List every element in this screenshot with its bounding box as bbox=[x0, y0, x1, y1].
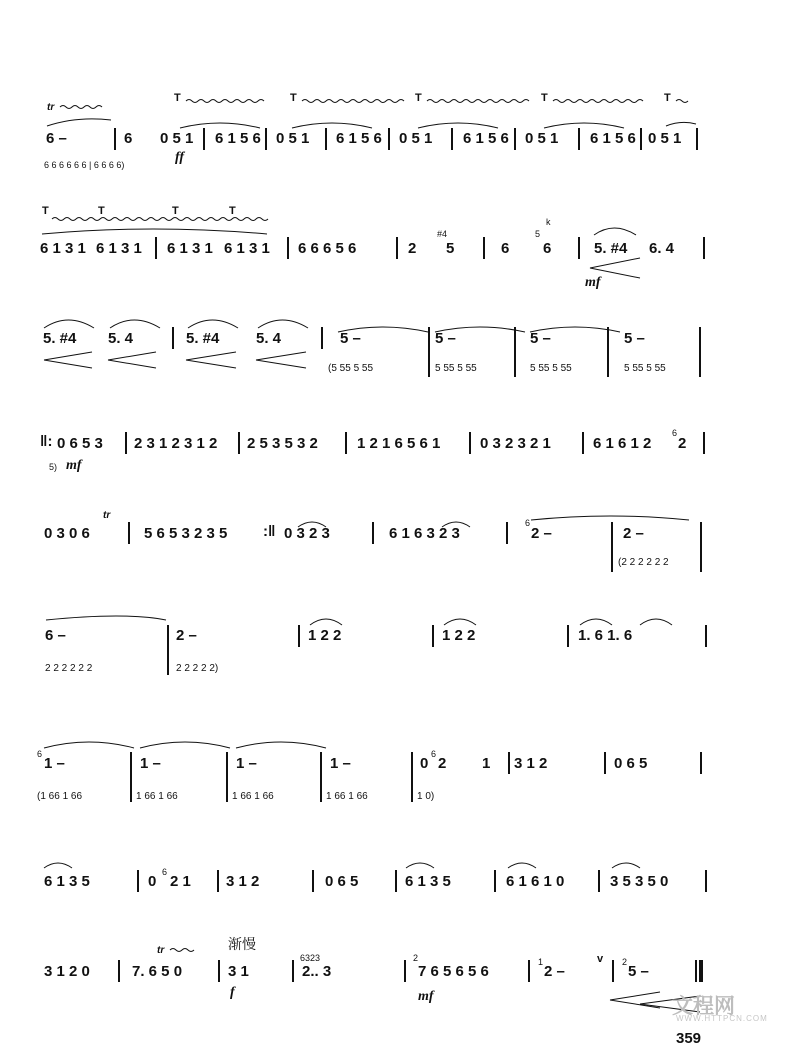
note-group: 0 5 1 bbox=[648, 130, 682, 147]
note-group: 6 1 3 5 bbox=[44, 873, 90, 890]
grace-note: 6 bbox=[431, 749, 437, 759]
barline bbox=[130, 752, 132, 802]
note-group: 5 – bbox=[340, 330, 361, 347]
slur bbox=[406, 863, 434, 868]
accompaniment: 2 2 2 2 2) bbox=[176, 663, 219, 674]
grace-note: 6 bbox=[162, 867, 168, 877]
barline bbox=[705, 625, 707, 647]
watermark-logo: 文程网 bbox=[672, 995, 735, 1018]
barline bbox=[451, 128, 453, 150]
note-group: 6 1 5 6 bbox=[336, 130, 382, 147]
note-group: 3 1 2 bbox=[226, 873, 260, 890]
accompaniment: (5 55 5 55 bbox=[328, 363, 374, 374]
note-group: 5 – bbox=[628, 963, 649, 980]
crescendo-hairpin bbox=[44, 352, 92, 368]
barline bbox=[705, 870, 707, 892]
accompaniment: 1 0) bbox=[417, 791, 435, 802]
note-group: 1. 6 1. 6 bbox=[578, 627, 633, 644]
barline bbox=[265, 128, 267, 150]
barline bbox=[395, 870, 397, 892]
barline bbox=[598, 870, 600, 892]
barline bbox=[155, 237, 157, 259]
barline bbox=[578, 128, 580, 150]
barline bbox=[514, 128, 516, 150]
slur bbox=[42, 229, 267, 234]
barline bbox=[611, 522, 613, 572]
note-group: 1 – bbox=[330, 755, 351, 772]
barline bbox=[388, 128, 390, 150]
grace-note: k bbox=[546, 217, 551, 227]
note-group: 5 – bbox=[530, 330, 551, 347]
barline bbox=[298, 625, 300, 647]
note-group: 1 – bbox=[140, 755, 161, 772]
ornament-turn: T bbox=[42, 205, 49, 217]
barline bbox=[114, 128, 116, 150]
ornament-trill: tr bbox=[47, 102, 55, 113]
note-group: 1 – bbox=[236, 755, 257, 772]
barline bbox=[396, 237, 398, 259]
slur bbox=[188, 320, 238, 328]
note-group: 2 1 bbox=[170, 873, 191, 890]
accompaniment: (2 2 2 2 2 2 bbox=[618, 557, 669, 568]
barline bbox=[582, 432, 584, 454]
barline bbox=[172, 327, 174, 349]
accompaniment: 5 55 5 55 bbox=[624, 363, 666, 374]
grace-note: 5 bbox=[535, 229, 541, 239]
accompaniment: 1 66 1 66 bbox=[232, 791, 274, 802]
note-group: 2 5 3 5 3 2 bbox=[247, 435, 318, 452]
diminuendo-hairpin bbox=[610, 992, 660, 1008]
barline bbox=[218, 960, 220, 982]
note-group: 2 – bbox=[531, 525, 552, 542]
repeat-start: ‖: bbox=[40, 433, 53, 450]
note-group: 0 5 1 bbox=[276, 130, 310, 147]
ornament-turn: T bbox=[229, 205, 236, 217]
note-group: 0 5 1 bbox=[160, 130, 194, 147]
ornament-trill: tr bbox=[103, 510, 111, 521]
note-group: 6 1 6 1 2 bbox=[593, 435, 652, 452]
barline bbox=[128, 522, 130, 544]
barline bbox=[345, 432, 347, 454]
note-group: 0 bbox=[148, 873, 157, 890]
dynamic-marking: mf bbox=[585, 275, 601, 290]
barline bbox=[325, 128, 327, 150]
slur bbox=[110, 320, 160, 328]
note-group: 0 6 5 bbox=[325, 873, 359, 890]
grace-note: 2 bbox=[622, 957, 628, 967]
dynamic-marking: mf bbox=[418, 989, 434, 1004]
dynamic-marking: mf bbox=[66, 458, 82, 473]
note-group: 5. 4 bbox=[108, 330, 134, 347]
dynamic-marking: ff bbox=[175, 150, 185, 165]
note-group: 2 – bbox=[176, 627, 197, 644]
note-group: 0 5 1 bbox=[399, 130, 433, 147]
barline bbox=[607, 327, 609, 377]
barline bbox=[238, 432, 240, 454]
page-number: 359 bbox=[676, 1030, 702, 1047]
ornament-trill: tr bbox=[157, 945, 165, 956]
slur bbox=[310, 619, 342, 625]
note-group: 3 1 2 bbox=[514, 755, 548, 772]
barline bbox=[578, 237, 580, 259]
barline bbox=[696, 128, 698, 150]
ornament-turn: T bbox=[541, 92, 548, 104]
grace-note: 2 bbox=[413, 953, 419, 963]
note-group: 6 1 3 1 bbox=[167, 240, 213, 257]
tempo-marking: 渐慢 bbox=[228, 937, 256, 953]
note-group: 6 1 3 5 bbox=[405, 873, 451, 890]
note-group: 0 3 2 3 2 1 bbox=[480, 435, 551, 452]
accompaniment: 2 2 2 2 2 2 bbox=[45, 663, 93, 674]
note-group: 1 2 2 bbox=[308, 627, 342, 644]
barline bbox=[404, 960, 406, 982]
slur bbox=[640, 619, 672, 625]
note-group: 6 1 3 1 bbox=[224, 240, 270, 257]
trill-line bbox=[186, 100, 264, 103]
note-group: 5 – bbox=[624, 330, 645, 347]
slur bbox=[418, 123, 498, 128]
note-group: 6 bbox=[501, 240, 510, 257]
barline bbox=[703, 237, 705, 259]
note-group: 5. #4 bbox=[186, 330, 220, 347]
note-group: 7 6 5 6 5 6 bbox=[418, 963, 489, 980]
note-group: 6 1 6 3 2 3 bbox=[389, 525, 460, 542]
barline bbox=[494, 870, 496, 892]
slur bbox=[258, 320, 308, 328]
note-group: 0 3 2 3 bbox=[284, 525, 330, 542]
slur bbox=[666, 122, 696, 126]
note-group: 5. 4 bbox=[256, 330, 282, 347]
note-group: 2.. 3 bbox=[302, 963, 332, 980]
trill-line bbox=[60, 106, 102, 109]
note-group: 6 – bbox=[45, 627, 66, 644]
slur bbox=[46, 616, 166, 620]
barline bbox=[226, 752, 228, 802]
accompaniment: 5 55 5 55 bbox=[530, 363, 572, 374]
barline bbox=[312, 870, 314, 892]
final-barline bbox=[695, 960, 697, 982]
grace-note: 6 bbox=[37, 749, 43, 759]
slur bbox=[44, 742, 134, 748]
trill-line bbox=[676, 100, 688, 103]
barline bbox=[700, 522, 702, 572]
note-group: 5. #4 bbox=[594, 240, 628, 257]
note-group: 5 bbox=[446, 240, 455, 257]
barline bbox=[469, 432, 471, 454]
barline bbox=[125, 432, 127, 454]
barline bbox=[167, 625, 169, 675]
slur bbox=[180, 123, 260, 128]
slur bbox=[44, 320, 94, 328]
slur bbox=[44, 863, 72, 868]
note-group: 6 1 5 6 bbox=[463, 130, 509, 147]
note-group: 6 1 3 1 bbox=[96, 240, 142, 257]
note-group: 3 5 3 5 0 bbox=[610, 873, 669, 890]
ornament-turn: T bbox=[664, 92, 671, 104]
barline bbox=[203, 128, 205, 150]
note-group: 2 bbox=[678, 435, 687, 452]
ornament-turn: T bbox=[172, 205, 179, 217]
trill-line bbox=[52, 218, 268, 221]
slur bbox=[544, 123, 624, 128]
barline bbox=[700, 752, 702, 774]
barline bbox=[292, 960, 294, 982]
crescendo-hairpin bbox=[256, 352, 306, 368]
slur bbox=[444, 619, 476, 625]
note-group: 0 6 5 3 bbox=[57, 435, 103, 452]
slur bbox=[580, 619, 612, 625]
accompaniment: 6 6 6 6 6 6 | 6 6 6 6) bbox=[44, 160, 125, 170]
grace-note: 1 bbox=[538, 957, 544, 967]
note-group: 2 bbox=[408, 240, 417, 257]
barline bbox=[483, 237, 485, 259]
note-group: 1 2 1 6 5 6 1 bbox=[357, 435, 441, 452]
slur bbox=[612, 863, 640, 868]
ornament-turn: T bbox=[174, 92, 181, 104]
barline bbox=[428, 327, 430, 377]
note-group: 1 2 2 bbox=[442, 627, 476, 644]
barline bbox=[640, 128, 642, 150]
note-group: 2 bbox=[438, 755, 447, 772]
crescendo-hairpin bbox=[186, 352, 236, 368]
barline bbox=[320, 752, 322, 802]
note-group: 6 1 6 1 0 bbox=[506, 873, 565, 890]
crescendo-hairpin bbox=[108, 352, 156, 368]
note-group: 6. 4 bbox=[649, 240, 675, 257]
note-group: 5. #4 bbox=[43, 330, 77, 347]
trill-line bbox=[170, 949, 194, 952]
note-group: 7. 6 5 0 bbox=[132, 963, 183, 980]
barline bbox=[508, 752, 510, 774]
note-group: 6 – bbox=[46, 130, 67, 147]
barline bbox=[432, 625, 434, 647]
note-group: 1 – bbox=[44, 755, 65, 772]
barline bbox=[699, 327, 701, 377]
ornament-turn: T bbox=[98, 205, 105, 217]
barline bbox=[567, 625, 569, 647]
final-barline bbox=[699, 960, 703, 982]
barline bbox=[118, 960, 120, 982]
accompaniment: (1 66 1 66 bbox=[37, 791, 83, 802]
note-group: 5 6 5 3 2 3 5 bbox=[144, 525, 228, 542]
ornament-turn: T bbox=[290, 92, 297, 104]
accompaniment: 1 66 1 66 bbox=[326, 791, 368, 802]
barline bbox=[612, 960, 614, 982]
barline bbox=[372, 522, 374, 544]
accompaniment: 1 66 1 66 bbox=[136, 791, 178, 802]
slur bbox=[140, 742, 230, 748]
grace-note: 6 bbox=[672, 428, 678, 438]
barline bbox=[217, 870, 219, 892]
ornament-turn: T bbox=[415, 92, 422, 104]
note-group: 6 1 5 6 bbox=[590, 130, 636, 147]
trill-line bbox=[302, 100, 404, 103]
breath-mark: v bbox=[597, 953, 604, 965]
accompaniment: 5) bbox=[49, 462, 58, 472]
note-group: 6 bbox=[543, 240, 552, 257]
note-group: 0 5 1 bbox=[525, 130, 559, 147]
note-group: 2 – bbox=[623, 525, 644, 542]
grace-note: 6 bbox=[525, 518, 531, 528]
watermark-url: WWW.HTTPCN.COM bbox=[676, 1014, 768, 1023]
accompaniment: 5 55 5 55 bbox=[435, 363, 477, 374]
note-group: 6 1 3 1 bbox=[40, 240, 86, 257]
note-group: 6 bbox=[124, 130, 133, 147]
barline bbox=[703, 432, 705, 454]
grace-note: #4 bbox=[437, 229, 448, 239]
slur bbox=[531, 516, 689, 520]
dynamic-marking: f bbox=[230, 985, 235, 1000]
barline bbox=[604, 752, 606, 774]
note-group: 0 3 0 6 bbox=[44, 525, 90, 542]
barline bbox=[287, 237, 289, 259]
slur bbox=[292, 123, 372, 128]
note-group: 0 6 5 bbox=[614, 755, 648, 772]
note-group: 5 – bbox=[435, 330, 456, 347]
slur bbox=[594, 228, 636, 235]
grace-note: 6323 bbox=[300, 953, 321, 963]
note-group: 0 bbox=[420, 755, 429, 772]
barline bbox=[506, 522, 508, 544]
barline bbox=[514, 327, 516, 377]
trill-line bbox=[427, 100, 529, 103]
barline bbox=[528, 960, 530, 982]
slur bbox=[47, 119, 111, 126]
note-group: 6 6 6 5 6 bbox=[298, 240, 357, 257]
slur bbox=[508, 863, 536, 868]
barline bbox=[321, 327, 323, 349]
note-group: 3 1 bbox=[228, 963, 249, 980]
note-group: 6 1 5 6 bbox=[215, 130, 261, 147]
slur bbox=[236, 742, 326, 748]
note-group: 2 3 1 2 3 1 2 bbox=[134, 435, 218, 452]
note-group: 3 1 2 0 bbox=[44, 963, 90, 980]
barline bbox=[411, 752, 413, 802]
trill-line bbox=[553, 100, 643, 103]
repeat-end: :‖ bbox=[263, 523, 276, 540]
note-group: 1 bbox=[482, 755, 491, 772]
note-group: 2 – bbox=[544, 963, 565, 980]
barline bbox=[137, 870, 139, 892]
